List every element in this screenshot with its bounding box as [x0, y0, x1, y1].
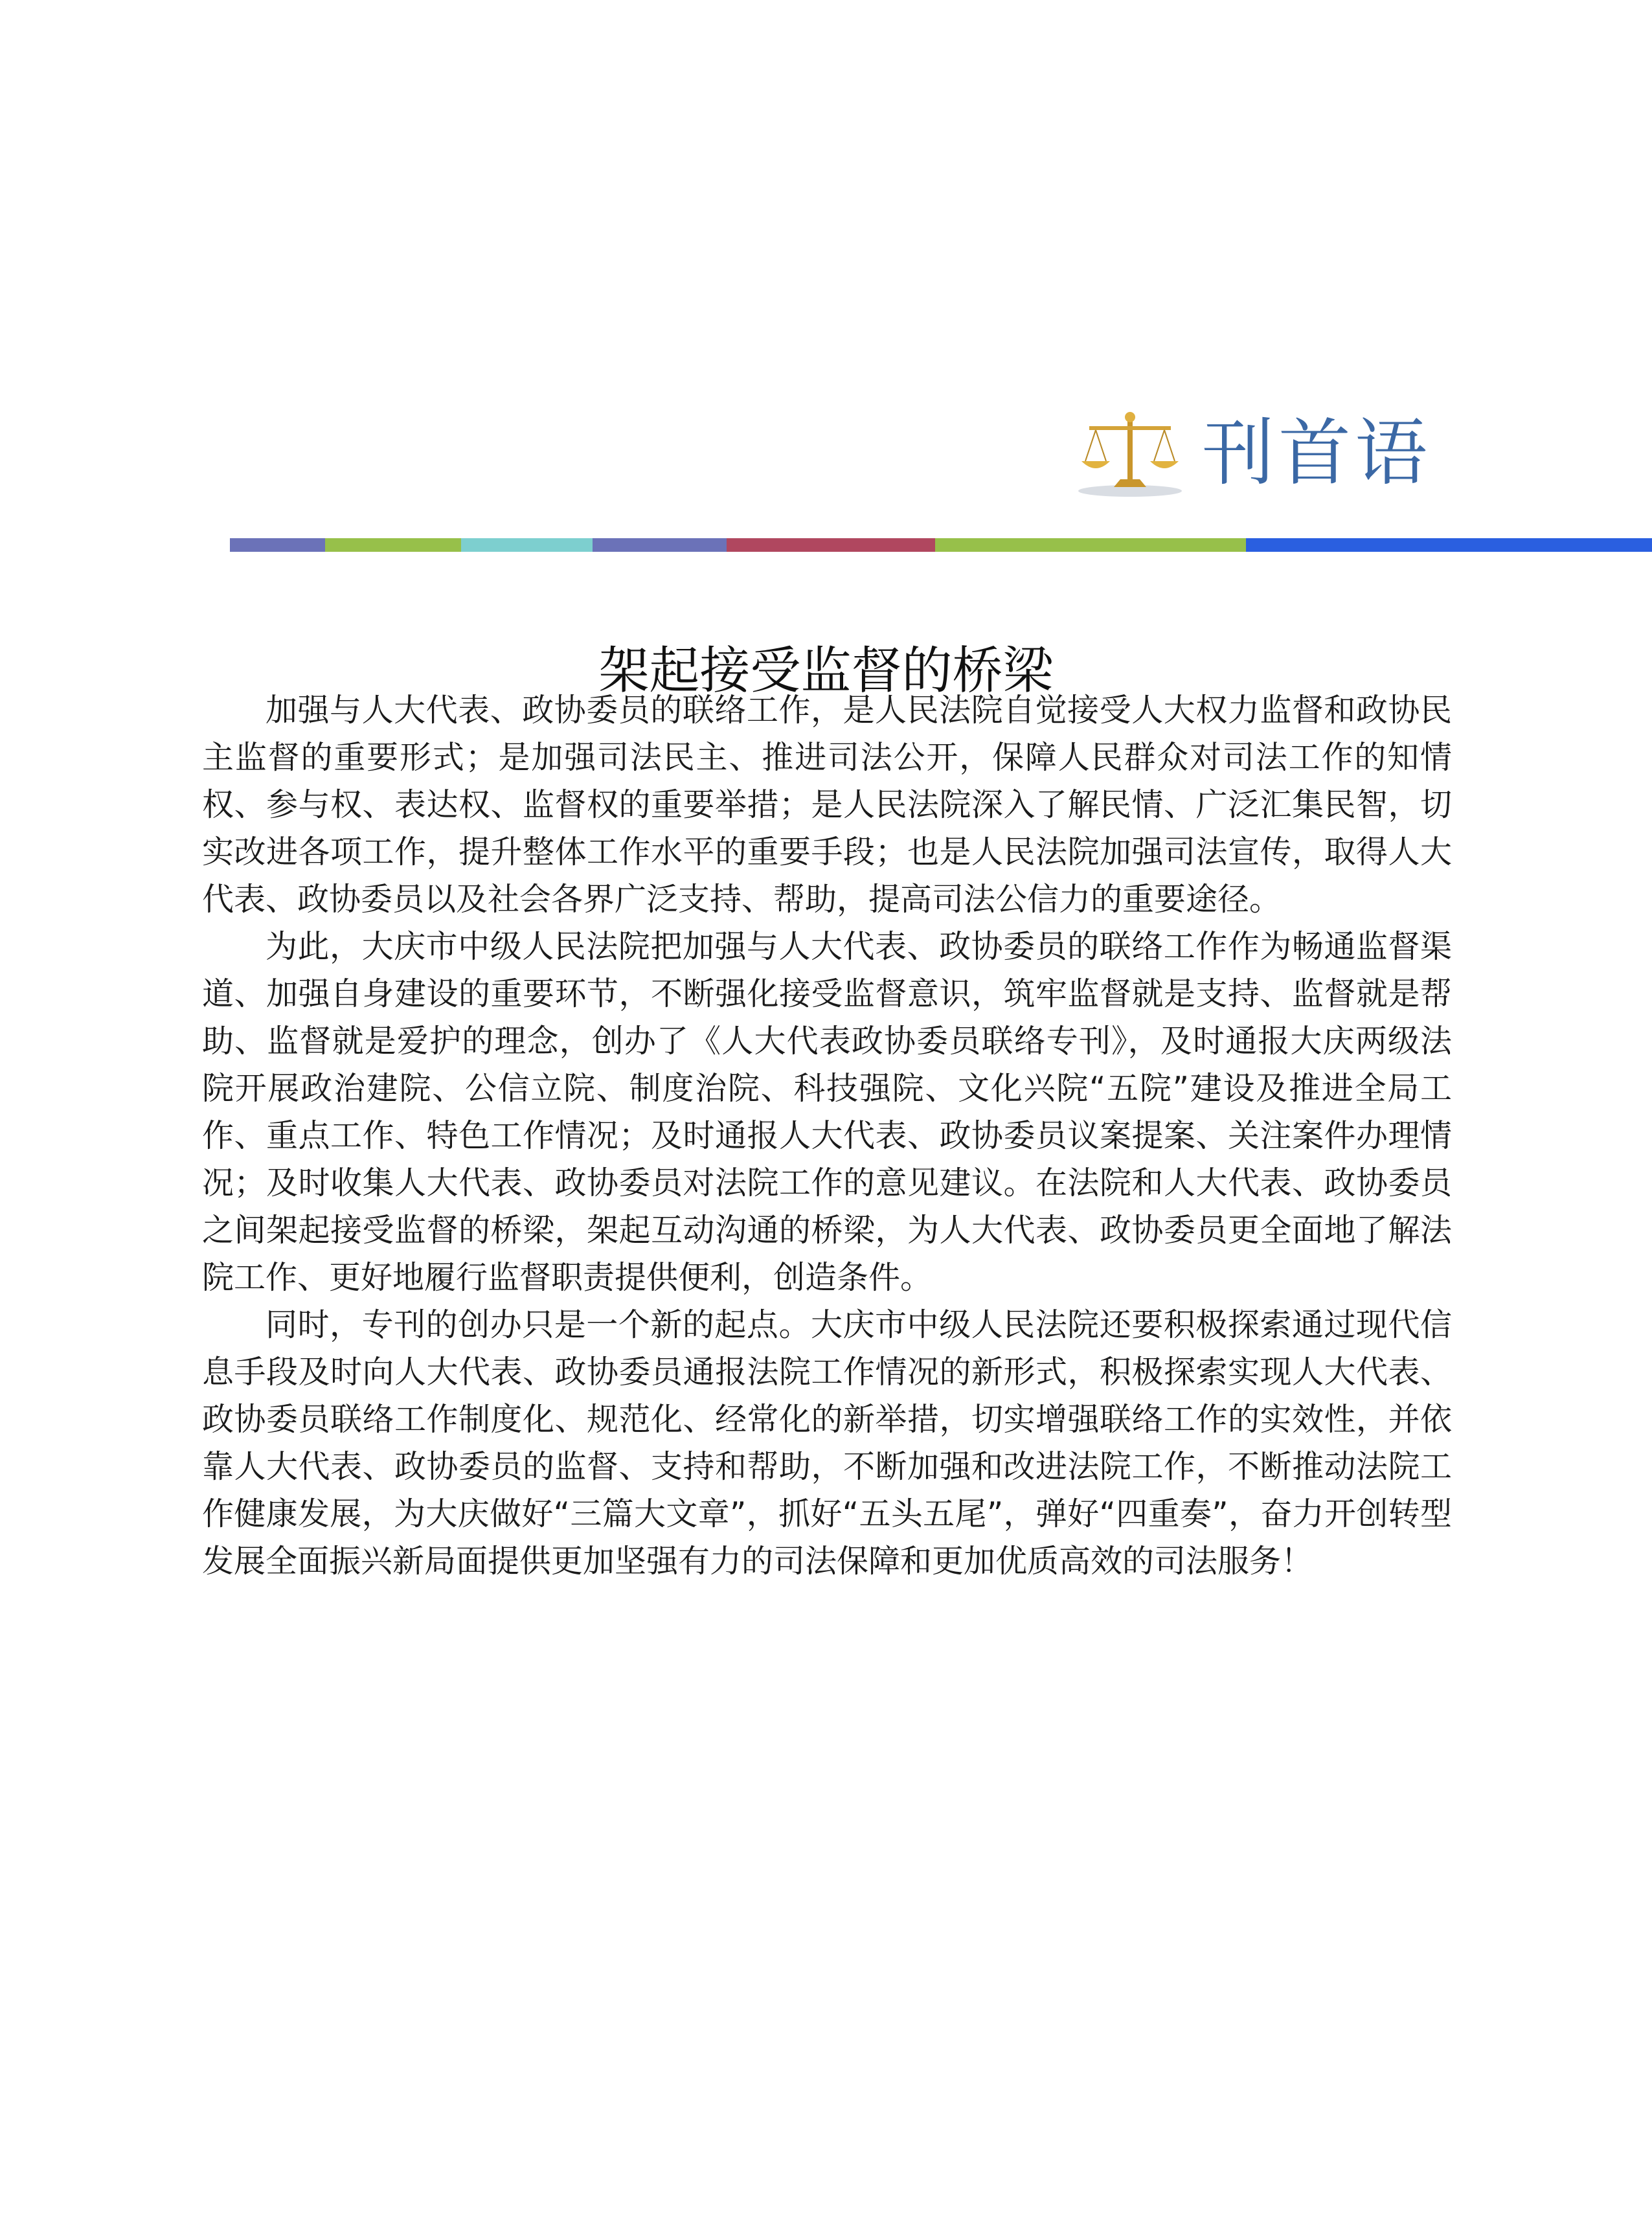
paragraph: 为此，大庆市中级人民法院把加强与人大代表、政协委员的联络工作作为畅通监督渠道、加强自身建设的重要环节，不断强化接受监督意识，筑牢监督就是支持、监督就是帮助、监督就是爱护的理念，创办了《人大代表政协委员联络专刊》，及时通报大庆两级法院开展政治建院、公信立院、制度治院、科技强院、文化兴院“五院”建设及推进全局工作、重点工作、特色工作情况；及时通报人大代表、政协委员议案提案、关注案件办理情况；及时收集人大代表、政协委员对法院工作的意见建议。在法院和人大代表、政协委员之间架起接受监督的桥梁，架起互动沟通的桥梁，为人大代表、政协委员更全面地了解法院工作、更好地履行监督职责提供便利，创造条件。	[202, 928, 1452, 1296]
scales-of-justice-icon	[1075, 408, 1185, 499]
article-body	[202, 687, 1452, 1585]
stripe-segment	[935, 538, 1246, 552]
stripe-segment	[593, 538, 727, 552]
stripe-segment	[230, 538, 325, 552]
color-stripe-divider	[230, 538, 1652, 552]
stripe-segment	[461, 538, 593, 552]
section-title: 刊首语	[1202, 411, 1431, 495]
article-title: 架起接受监督的桥梁	[598, 642, 1054, 701]
stripe-segment	[1246, 538, 1652, 552]
paragraph: 同时，专刊的创办只是一个新的起点。大庆市中级人民法院还要积极探索通过现代信息手段及时向人大代表、政协委员通报法院工作情况的新形式，积极探索实现人大代表、政协委员联络工作制度化、规范化、经常化的新举措，切实增强联络工作的实效性，并依靠人大代表、政协委员的监督、支持和帮助，不断加强和改进法院工作，不断推动法院工作健康发展，为大庆做好“三篇大文章”，抓好“五头五尾”，弹好“四重奏”，奋力开创转型发展全面振兴新局面提供更加坚强有力的司法保障和更加优质高效的司法服务！	[202, 1306, 1452, 1580]
stripe-segment	[727, 538, 935, 552]
section-header	[1075, 398, 1431, 508]
stripe-segment	[325, 538, 461, 552]
paragraph: 加强与人大代表、政协委员的联络工作，是人民法院自觉接受人大权力监督和政协民主监督的重要形式；是加强司法民主、推进司法公开，保障人民群众对司法工作的知情权、参与权、表达权、监督权的重要举措；是人民法院深入了解民情、广泛汇集民智，切实改进各项工作，提升整体工作水平的重要手段；也是人民法院加强司法宣传，取得人大代表、政协委员以及社会各界广泛支持、帮助，提高司法公信力的重要途径。	[202, 692, 1452, 918]
